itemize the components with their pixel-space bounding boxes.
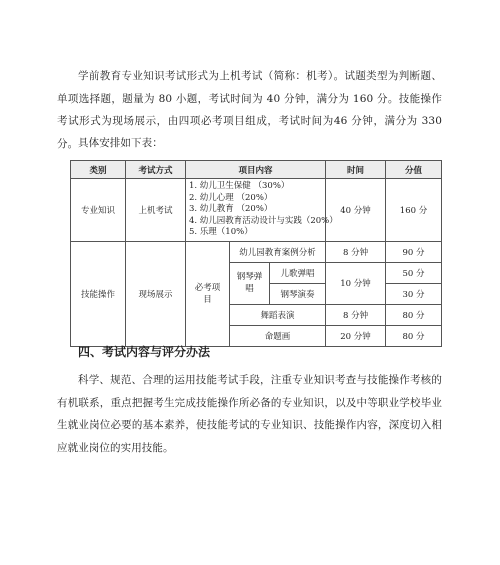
list-item: 1. 幼儿卫生保健 （30%）: [189, 181, 290, 191]
table-row: [71, 179, 442, 242]
case-analysis-item: 幼儿园教育案例分析: [230, 241, 326, 262]
case-analysis-score: 90 分: [386, 241, 442, 262]
list-item: 5. 乐理（10%）: [189, 227, 253, 237]
drawing-item: 命题画: [230, 325, 326, 346]
required-label: 必考项目: [186, 241, 230, 346]
header-category: 类别: [71, 161, 126, 179]
piano-sub1-score: 50 分: [386, 262, 442, 283]
row1-category: 专业知识: [71, 179, 126, 242]
row2-category: 技能操作: [71, 241, 126, 346]
header-time: 时间: [326, 161, 386, 179]
drawing-time: 20 分钟: [326, 325, 386, 346]
dance-score: 80 分: [386, 304, 442, 325]
piano-group: 钢琴弹唱: [230, 262, 270, 304]
case-analysis-time: 8 分钟: [326, 241, 386, 262]
row1-items: [186, 179, 338, 242]
intro-table-lead: 具体安排如下表：: [78, 137, 163, 149]
list-item: 2. 幼儿心理 （20%）: [189, 192, 273, 203]
dance-item: 舞蹈表演: [230, 304, 326, 325]
list-item: 4. 幼儿园教育活动设计与实践（20%）: [189, 215, 338, 226]
piano-sub2-score: 30 分: [386, 283, 442, 304]
dance-time: 8 分钟: [326, 304, 386, 325]
intro-paragraph: 学前教育专业知识考试形式为上机考试（简称：机考）。试题类型为判断题、单项选择题，题量为 80 小题，考试时间为 40 分钟，满分为 160 分。技能操作考试形式为现场展示，由四项必考项目组成，考试时间为46 分钟，满分为 330 分。: [57, 70, 442, 150]
section-heading: 四、考试内容与评分办法: [78, 345, 211, 359]
row1-score: 160 分: [386, 179, 442, 242]
piano-sub2: 钢琴演奏: [270, 283, 326, 304]
piano-time: 10 分钟: [326, 262, 386, 304]
exam-plan-table: [70, 160, 442, 347]
list-item: 3. 幼儿教育 （20%）: [189, 204, 273, 214]
row1-method: 上机考试: [126, 179, 186, 242]
row1-time: 40 分钟: [326, 179, 386, 242]
table-row: [71, 241, 442, 262]
drawing-score: 80 分: [386, 325, 442, 346]
section-paragraph: 科学、规范、合理的运用技能考试手段，注重专业知识考查与技能操作考核的有机联系，重点把握考生完成技能操作所必备的专业知识，以及中等职业学校毕业生就业岗位必要的基本素养，使技能考试的专业知识、技能操作内容，深度切入相应就业岗位的实用技能。: [57, 374, 442, 454]
header-method: 考试方式: [126, 161, 186, 179]
piano-sub1: 儿歌弹唱: [270, 262, 326, 283]
header-content: 项目内容: [186, 161, 326, 179]
header-score: 分值: [386, 161, 442, 179]
table-header-row: [71, 161, 442, 179]
row2-method: 现场展示: [126, 241, 186, 346]
